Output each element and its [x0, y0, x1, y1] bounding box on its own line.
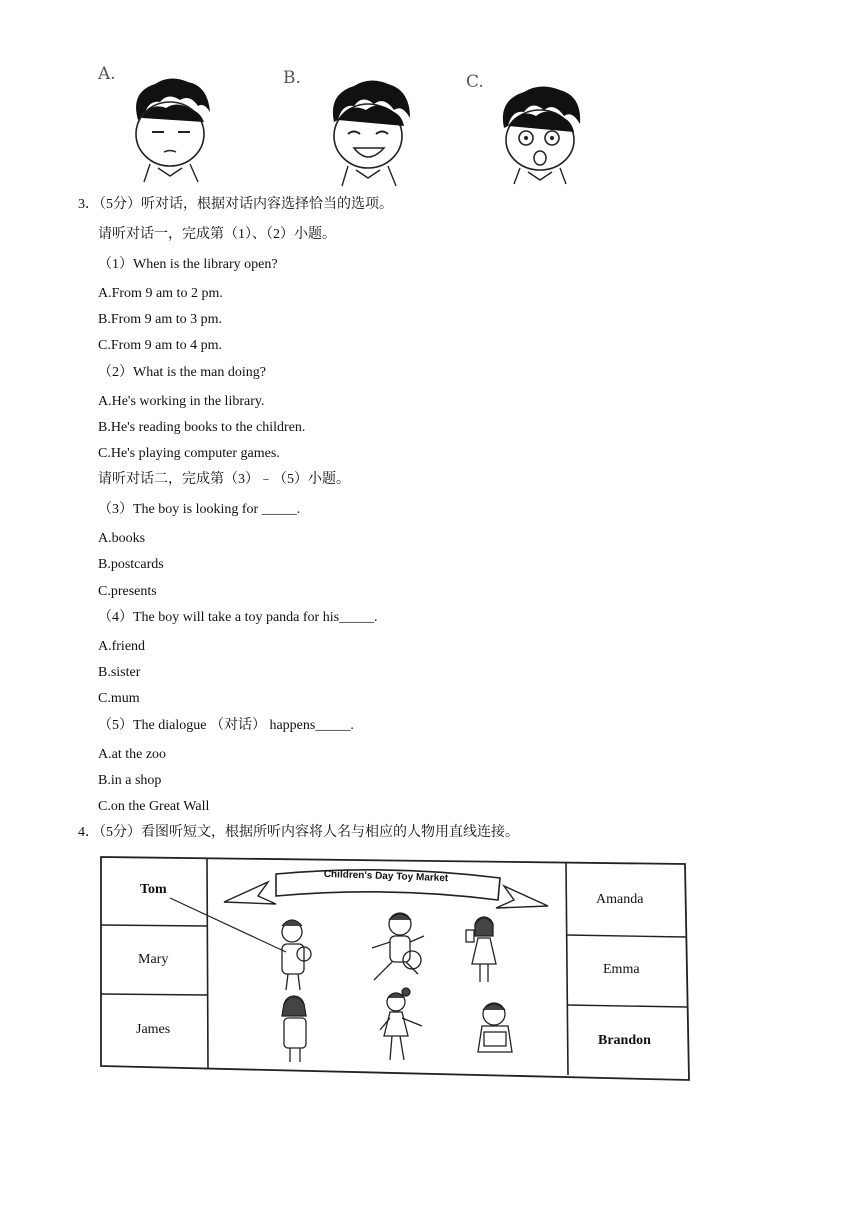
option-3-1-a[interactable]: A.From 9 am to 2 pm.: [98, 286, 223, 301]
name-amanda[interactable]: Amanda: [596, 892, 644, 907]
question-3-4: （4）The boy will take a toy panda for his_____.: [98, 610, 378, 625]
question-3-2: （2）What is the man doing?: [98, 365, 266, 380]
dialogue-1-instruction: 请听对话一，完成第（1）、（2）小题。: [98, 227, 336, 242]
name-emma[interactable]: Emma: [603, 962, 640, 977]
option-3-5-c[interactable]: C.on the Great Wall: [98, 799, 210, 814]
dialogue-2-instruction: 请听对话二，完成第（3）﹣（5）小题。: [98, 472, 350, 487]
option-3-4-c[interactable]: C.mum: [98, 691, 140, 706]
option-3-3-b[interactable]: B.postcards: [98, 557, 164, 572]
option-b-label: B.: [283, 68, 301, 88]
option-3-5-b[interactable]: B.in a shop: [98, 773, 162, 788]
children-figures: [282, 913, 512, 1062]
option-3-4-b[interactable]: B.sister: [98, 665, 141, 680]
option-3-4-a[interactable]: A.friend: [98, 639, 146, 654]
option-3-1-b[interactable]: B.From 9 am to 3 pm.: [98, 312, 223, 327]
option-3-3-a[interactable]: A.books: [98, 531, 146, 546]
matching-table: [100, 856, 688, 1078]
option-3-1-c[interactable]: C.From 9 am to 4 pm.: [98, 338, 223, 353]
banner-title: Children's Day Toy Market: [323, 868, 449, 885]
boy-surprised-face-image: [490, 80, 590, 188]
option-3-2-c[interactable]: C.He's playing computer games.: [98, 446, 280, 461]
option-3-2-a[interactable]: A.He's working in the library.: [98, 394, 265, 409]
question-3-3: （3）The boy is looking for _____.: [98, 502, 301, 517]
option-3-5-a[interactable]: A.at the zoo: [98, 747, 167, 762]
option-c-label: C.: [466, 72, 484, 92]
boy-happy-face-image: [318, 76, 418, 188]
option-3-3-c[interactable]: C.presents: [98, 584, 157, 599]
option-3-2-b[interactable]: B.He's reading books to the children.: [98, 420, 306, 435]
name-james[interactable]: James: [136, 1022, 171, 1037]
boy-bored-face-image: [120, 72, 220, 184]
question-4-header: 4．（5分）看图听短文，根据所听内容将人名与相应的人物用直线连接。: [78, 825, 519, 840]
question-3-5: （5）The dialogue （对话） happens_____.: [98, 718, 354, 733]
name-tom[interactable]: Tom: [140, 882, 167, 897]
question-3-1: （1）When is the library open?: [98, 257, 278, 272]
option-a-label: A.: [98, 64, 116, 84]
name-brandon[interactable]: Brandon: [598, 1033, 651, 1048]
question-3-header: 3．（5分）听对话，根据对话内容选择恰当的选项。: [78, 197, 393, 212]
name-mary[interactable]: Mary: [138, 952, 169, 967]
